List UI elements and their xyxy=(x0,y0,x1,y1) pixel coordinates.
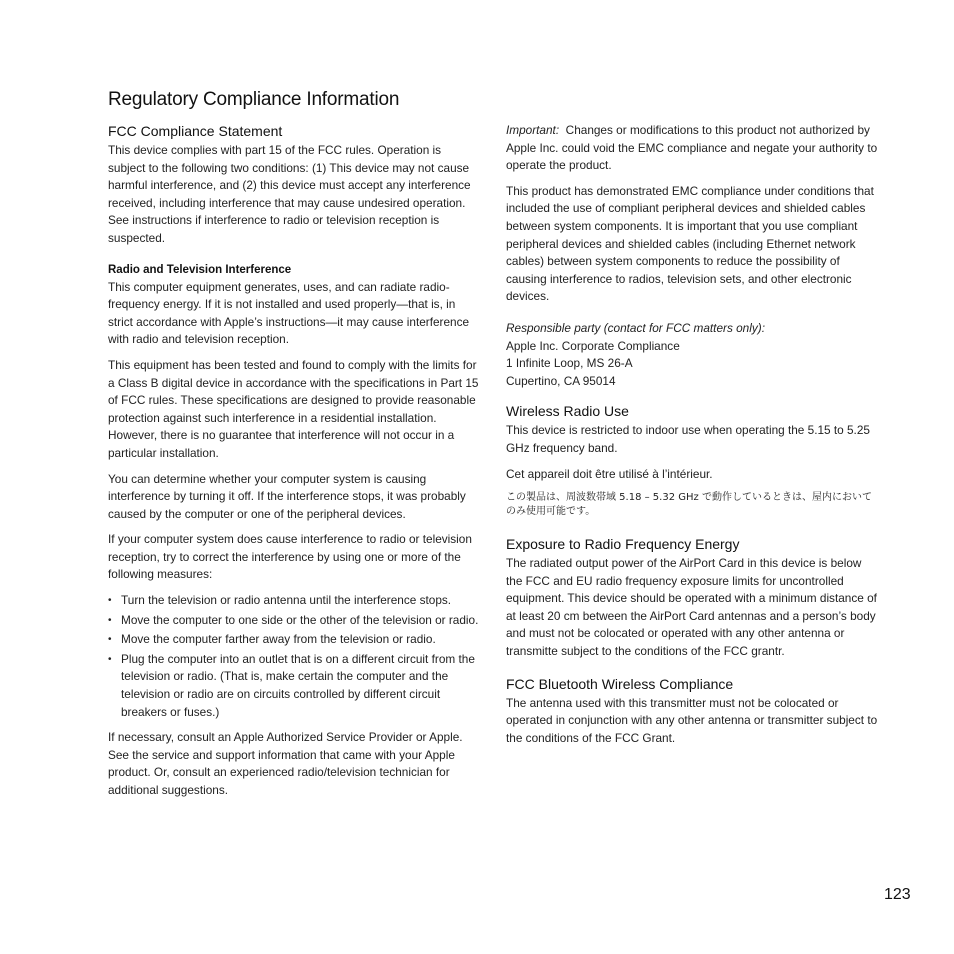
fcc-compliance-heading: FCC Compliance Statement xyxy=(108,123,283,139)
interference-measures-list xyxy=(108,592,480,721)
bluetooth-paragraph: The antenna used with this transmitter must not be colocated or operated in conjunction with any other antenna or transmitter subject to the conditions of the FCC Grant. xyxy=(506,695,878,745)
page-title: Regulatory Compliance Information xyxy=(108,88,400,110)
page-number: 123 xyxy=(884,886,911,903)
important-paragraph xyxy=(506,122,878,175)
right-column xyxy=(506,122,878,755)
radio-tv-interference-heading: Radio and Television Interference xyxy=(108,263,292,276)
important-label: Important: xyxy=(506,123,560,137)
address-block xyxy=(506,338,878,391)
left-column xyxy=(108,122,480,808)
rtv-paragraph-2: This equipment has been tested and found to comply with the limits for a Class B digital device in accordance with the specifications in Part 15 of FCC rules. These specifications are designed to provide reasonable protection against such interference in a residential installation. However, there is no guarantee that interference will not occur in a particular installation. xyxy=(108,357,479,460)
emc-paragraph: This product has demonstrated EMC compliance under conditions that included the use of compliant peripheral devices and shielded cables between system components. It is important that you use compliant peripheral devices and shielded cables (including Ethernet network cables) between system components to reduce the possibility of causing interference to radios, television sets, and other electronic devices. xyxy=(506,183,874,304)
address-line: Cupertino, CA 95014 xyxy=(506,373,616,388)
fcc-compliance-paragraph: This device complies with part 15 of the FCC rules. Operation is subject to the following two conditions: (1) This device may not cause harmful interference, and (2) this device must accept any interference received, including interference that may cause undesired operation. See instructions if interference to radio or television reception is suspected. xyxy=(108,143,471,245)
rf-paragraph: The radiated output power of the AirPort Card in this device is below the FCC and EU radio frequency exposure limits for uncontrolled equipment. This device should be operated with a minimum distance of at least 20 cm between the AirPort Card antennas and a person’s body and must not be colocated or operated with any other antenna or transmitte subject to the conditions of the FCC grantr. xyxy=(506,556,877,659)
wireless-japanese-text: この製品は、周波数帯域 5.18 – 5.32 GHz で動作しているときは、屋内においてのみ使用可能です。 xyxy=(506,492,872,518)
address-line: Apple Inc. Corporate Compliance xyxy=(506,338,680,353)
rtv-paragraph-3: You can determine whether your computer system is causing interference by turning it off. If the interference stops, it was probably caused by the computer or one of the peripheral devices. xyxy=(108,471,466,521)
responsible-party-label: Responsible party (contact for FCC matters only): xyxy=(506,320,765,335)
bluetooth-compliance-heading: FCC Bluetooth Wireless Compliance xyxy=(506,675,734,692)
wireless-paragraph-2: Cet appareil doit être utilisé à l’intérieur. xyxy=(506,466,713,481)
important-text: Changes or modifications to this product not authorized by Apple Inc. could void the EMC compliance and negate your authority to operate the product. xyxy=(506,123,878,173)
rtv-paragraph-5: If necessary, consult an Apple Authorized Service Provider or Apple. See the service and support information that came with your Apple product. Or, consult an experienced radio/television technician for additional suggestions. xyxy=(108,730,463,797)
list-item: • Move the computer farther away from the television or radio. xyxy=(108,631,480,649)
list-item: • Move the computer to one side or the other of the television or radio. xyxy=(108,612,480,630)
list-item: • Turn the television or radio antenna until the interference stops. xyxy=(108,592,480,610)
list-item: • Plug the computer into an outlet that is on a different circuit from the television or radio. (That is, make certain the computer and the television or radio are on circuits controlled by different circuit breakers or fuses.) xyxy=(108,651,480,721)
rtv-paragraph-4: If your computer system does cause interference to radio or television reception, try to correct the interference by using one or more of the following measures: xyxy=(108,532,472,582)
wireless-paragraph-1: This device is restricted to indoor use when operating the 5.15 to 5.25 GHz frequency band. xyxy=(506,423,870,455)
wireless-radio-heading: Wireless Radio Use xyxy=(506,403,629,420)
rf-exposure-heading: Exposure to Radio Frequency Energy xyxy=(506,536,740,553)
address-line: 1 Infinite Loop, MS 26-A xyxy=(506,356,633,371)
rtv-paragraph-1: This computer equipment generates, uses, and can radiate radio-frequency energy. If it is not installed and used properly—that is, in strict accordance with Apple’s instructions—it may cause interference with radio and television reception. xyxy=(108,279,470,347)
